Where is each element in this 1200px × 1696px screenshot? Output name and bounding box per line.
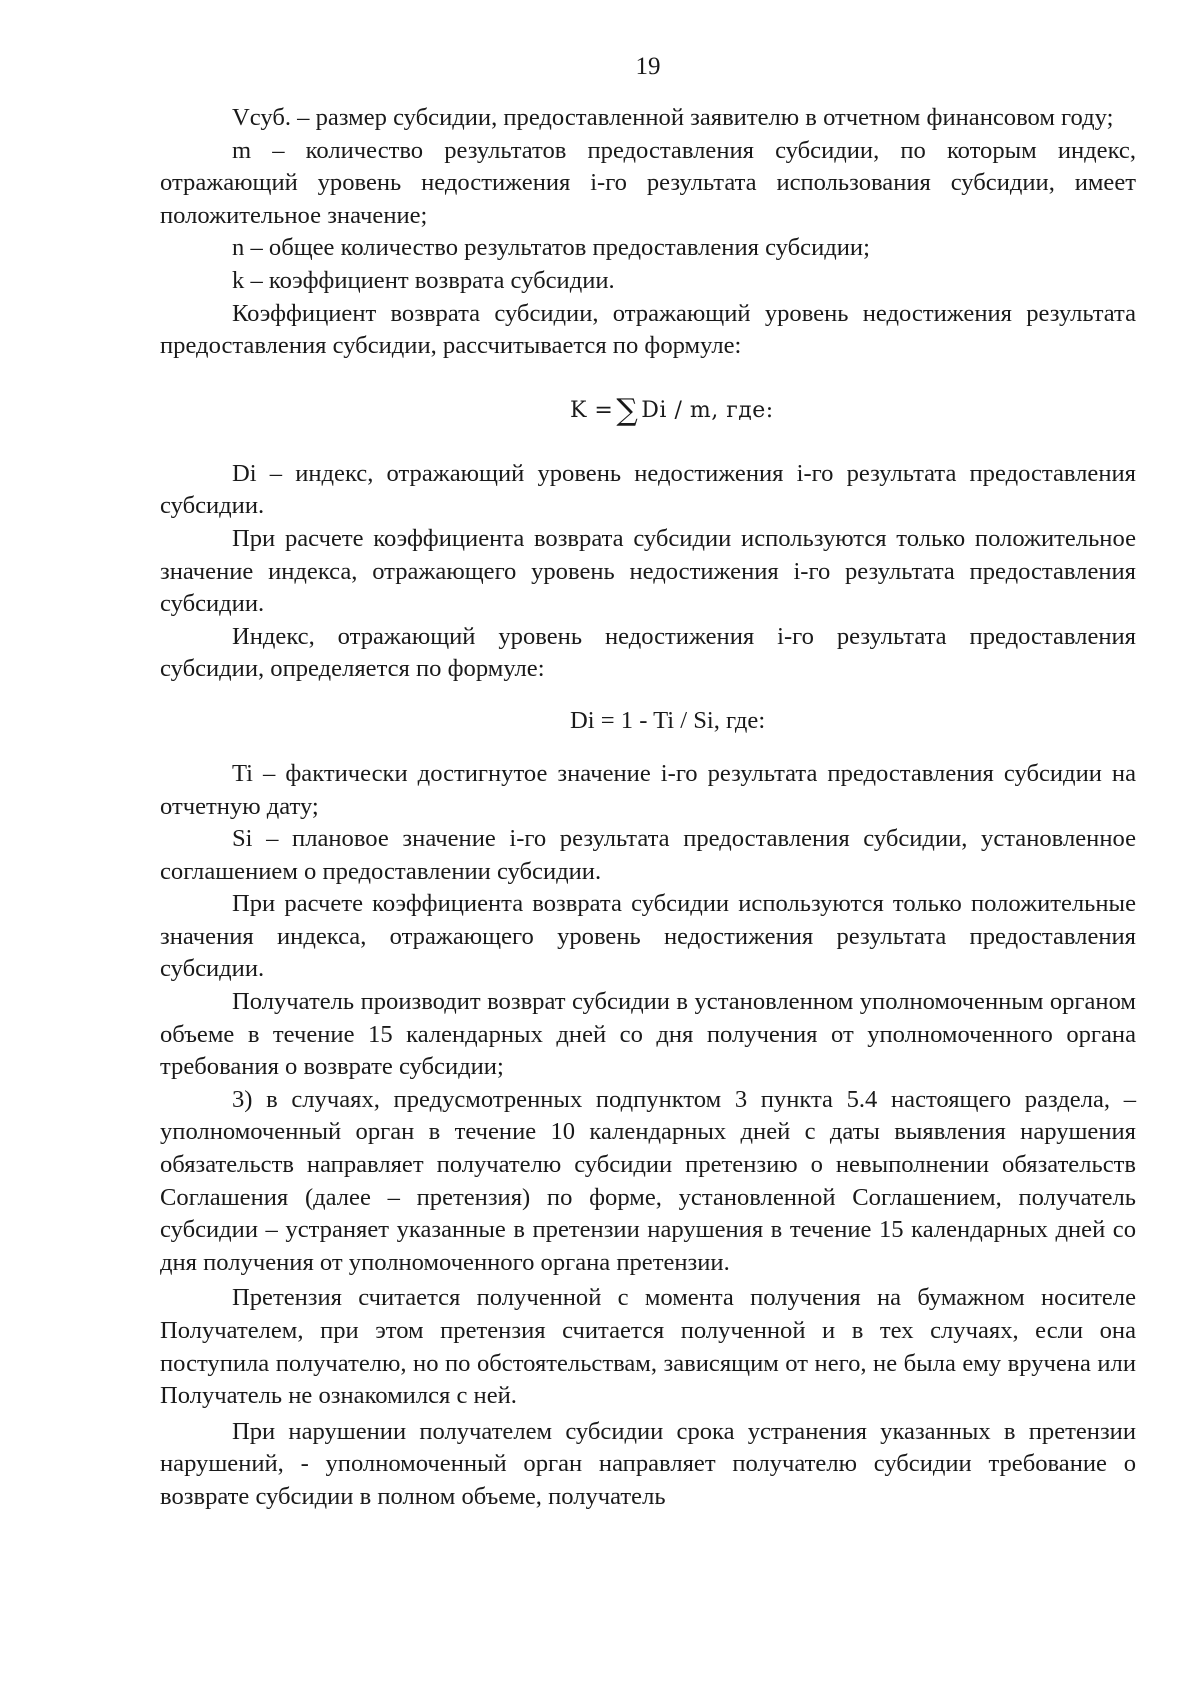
paragraph-di-definition: Di – индекс, отражающий уровень недостижения i-го результата предоставления субсидии. [160,459,1136,520]
page-number: 19 [635,53,661,80]
paragraph-violation-deadline: При нарушении получателем субсидии срока устранения указанных в претензии нарушений, - уполномоченный орган направляет получателю субсидии требование о возврате субсидии в полном объеме, получатель [160,1417,1136,1510]
paragraph-vsub-definition: Vсуб. – размер субсидии, предоставленной заявителю в отчетном финансовом году; [232,104,1114,131]
paragraph-positive-index-note: При расчете коэффициента возврата субсидии используются только положительное значение индекса, отражающего уровень недостижения i-го результата предоставления субсидии. [160,524,1136,618]
document-page [160,52,1136,1652]
paragraph-k-definition: k – коэффициент возврата субсидии. [232,266,615,294]
paragraph-n-definition: n – общее количество результатов предоставления субсидии; [232,234,870,262]
paragraph-m-definition: m – количество результатов предоставления субсидии, по которым индекс, отражающий уровень недостижения i-го результата использования субсидии, имеет положительное значение; [160,136,1136,229]
paragraph-refund-term: Получатель производит возврат субсидии в установленном уполномоченным органом объеме в течение 15 календарных дней со дня получения от уполномоченного органа требования о возврате субсидии; [160,988,1136,1081]
paragraph-si-definition: Si – плановое значение i-го результата предоставления субсидии, установленное соглашением о предоставлении субсидии. [160,825,1136,885]
paragraph-claim-received: Претензия считается полученной с момента получения на бумажном носителе Получателем, при этом претензия считается полученной и в тех случаях, если она поступила получателю, но по обстоятельствам, зависящим от него, не была ему вручена или Получатель не ознакомился с ней. [160,1284,1136,1410]
formula-k-right: Di / m, где: [641,397,774,423]
formula-di: Di = 1 - Ti / Si, где: [570,706,766,734]
formula-k [160,391,1136,428]
paragraph-ti-definition: Ti – фактически достигнутое значение i-го результата предоставления субсидии на отчетную дату; [160,759,1136,820]
sigma-symbol: ∑ [616,392,639,428]
paragraph-coefficient-intro: Коэффициент возврата субсидии, отражающий уровень недостижения результата предоставления субсидии, рассчитывается по формуле: [160,299,1136,360]
paragraph-positive-values-note: При расчете коэффициента возврата субсидии используются только положительные значения индекса, отражающего уровень недостижения результата предоставления субсидии. [160,890,1136,983]
paragraph-index-formula-intro: Индекс, отражающий уровень недостижения i-го результата предоставления субсидии, определяется по формуле: [160,622,1136,683]
formula-k-left: K = [570,397,614,423]
paragraph-item-3-claim: 3) в случаях, предусмотренных подпунктом 3 пункта 5.4 настоящего раздела, – уполномоченный орган в течение 10 календарных дней с даты выявления нарушения обязательств направляет получателю субсидии претензию о невыполнении обязательств Соглашения (далее – претензия) по форме, установленной Соглашением, получатель субсидии – устраняет указанные в претензии нарушения в течение 15 календарных дней со дня получения от уполномоченного органа претензии. [160,1085,1136,1276]
